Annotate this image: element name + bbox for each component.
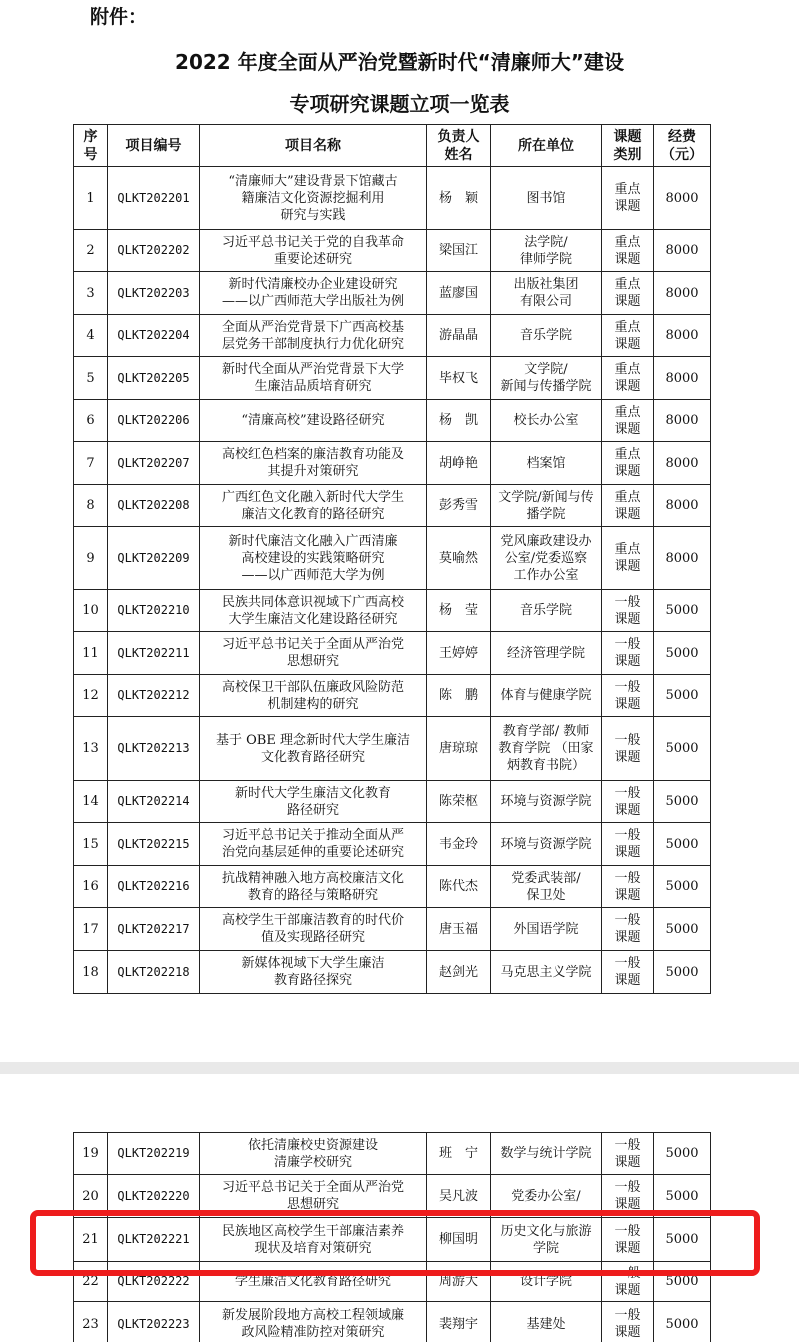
cell-funding: 5000 bbox=[654, 717, 711, 781]
cell-category: 一般 课题 bbox=[602, 1133, 654, 1175]
table-body bbox=[74, 167, 711, 994]
table-row bbox=[74, 717, 711, 781]
cell-project-code: QLKT202215 bbox=[108, 823, 200, 866]
cell-number: 9 bbox=[74, 527, 108, 590]
cell-funding: 5000 bbox=[654, 1302, 711, 1342]
cell-funding: 5000 bbox=[654, 1218, 711, 1262]
cell-category: 重点 课题 bbox=[602, 357, 654, 400]
cell-category: 重点 课题 bbox=[602, 485, 654, 527]
cell-leader: 裴翔宇 bbox=[427, 1302, 491, 1342]
table-row bbox=[74, 781, 711, 823]
cell-unit: 党委办公室/ bbox=[491, 1175, 602, 1218]
cell-category: 重点 课题 bbox=[602, 167, 654, 230]
cell-unit: 历史文化与旅游 学院 bbox=[491, 1218, 602, 1262]
table-row bbox=[74, 527, 711, 590]
cell-leader: 杨 莹 bbox=[427, 590, 491, 632]
cell-project-name: 学生廉洁文化教育路径研究 bbox=[200, 1262, 427, 1302]
cell-project-name: 新时代大学生廉洁文化教育 路径研究 bbox=[200, 781, 427, 823]
cell-project-code: QLKT202213 bbox=[108, 717, 200, 781]
cell-project-code: QLKT202210 bbox=[108, 590, 200, 632]
cell-project-name: “清廉高校”建设路径研究 bbox=[200, 400, 427, 442]
document-title-line-2: 专项研究课题立项一览表 bbox=[289, 92, 510, 116]
cell-category: 一般 课题 bbox=[602, 1262, 654, 1302]
cell-unit: 环境与资源学院 bbox=[491, 823, 602, 866]
cell-project-name: 民族地区高校学生干部廉洁素养 现状及培育对策研究 bbox=[200, 1218, 427, 1262]
cell-leader: 陈荣枢 bbox=[427, 781, 491, 823]
cell-project-name: 新时代清廉校办企业建设研究 ——以广西师范大学出版社为例 bbox=[200, 272, 427, 315]
cell-leader: 蓝廖国 bbox=[427, 272, 491, 315]
col-header-number: 序 号 bbox=[74, 125, 108, 167]
cell-project-name: 习近平总书记关于全面从严治党 思想研究 bbox=[200, 632, 427, 675]
cell-number: 14 bbox=[74, 781, 108, 823]
cell-unit: 党委武装部/ 保卫处 bbox=[491, 866, 602, 908]
cell-category: 一般 课题 bbox=[602, 951, 654, 994]
cell-number: 5 bbox=[74, 357, 108, 400]
cell-number: 3 bbox=[74, 272, 108, 315]
cell-category: 重点 课题 bbox=[602, 315, 654, 357]
cell-number: 12 bbox=[74, 675, 108, 717]
table-row bbox=[74, 1133, 711, 1175]
cell-funding: 8000 bbox=[654, 357, 711, 400]
col-header-name: 项目名称 bbox=[200, 125, 427, 167]
cell-leader: 梁国江 bbox=[427, 230, 491, 272]
cell-project-name: 新媒体视域下大学生廉洁 教育路径探究 bbox=[200, 951, 427, 994]
cell-project-code: QLKT202212 bbox=[108, 675, 200, 717]
cell-leader: 陈 鹏 bbox=[427, 675, 491, 717]
table-row bbox=[74, 866, 711, 908]
cell-project-name: 抗战精神融入地方高校廉洁文化 教育的路径与策略研究 bbox=[200, 866, 427, 908]
cell-number: 7 bbox=[74, 442, 108, 485]
table-row bbox=[74, 400, 711, 442]
table-row bbox=[74, 357, 711, 400]
cell-leader: 周游大 bbox=[427, 1262, 491, 1302]
cell-unit: 文学院/新闻与传 播学院 bbox=[491, 485, 602, 527]
cell-unit: 音乐学院 bbox=[491, 315, 602, 357]
cell-funding: 8000 bbox=[654, 230, 711, 272]
cell-number: 23 bbox=[74, 1302, 108, 1342]
cell-funding: 5000 bbox=[654, 1175, 711, 1218]
cell-project-code: QLKT202204 bbox=[108, 315, 200, 357]
cell-project-code: QLKT202209 bbox=[108, 527, 200, 590]
cell-project-name: 基于 OBE 理念新时代大学生廉洁 文化教育路径研究 bbox=[200, 717, 427, 781]
cell-category: 一般 课题 bbox=[602, 781, 654, 823]
cell-project-code: QLKT202220 bbox=[108, 1175, 200, 1218]
cell-funding: 8000 bbox=[654, 527, 711, 590]
col-header-leader: 负责人 姓名 bbox=[427, 125, 491, 167]
cell-project-code: QLKT202217 bbox=[108, 908, 200, 951]
cell-number: 10 bbox=[74, 590, 108, 632]
table-row bbox=[74, 485, 711, 527]
cell-funding: 8000 bbox=[654, 400, 711, 442]
project-table bbox=[73, 124, 711, 994]
table-row bbox=[74, 590, 711, 632]
cell-unit: 法学院/ 律师学院 bbox=[491, 230, 602, 272]
cell-project-code: QLKT202205 bbox=[108, 357, 200, 400]
cell-number: 8 bbox=[74, 485, 108, 527]
page-gap bbox=[0, 1062, 799, 1074]
cell-funding: 5000 bbox=[654, 675, 711, 717]
attachment-label: 附件： bbox=[90, 6, 148, 28]
cell-project-name: 高校保卫干部队伍廉政风险防范 机制建构的研究 bbox=[200, 675, 427, 717]
table-header-row bbox=[74, 125, 711, 167]
cell-unit: 出版社集团 有限公司 bbox=[491, 272, 602, 315]
cell-funding: 8000 bbox=[654, 167, 711, 230]
cell-unit: 环境与资源学院 bbox=[491, 781, 602, 823]
cell-project-name: 新时代廉洁文化融入广西清廉 高校建设的实践策略研究 ——以广西师范大学为例 bbox=[200, 527, 427, 590]
cell-category: 一般 课题 bbox=[602, 675, 654, 717]
cell-project-name: 依托清廉校史资源建设 清廉学校研究 bbox=[200, 1133, 427, 1175]
cell-project-code: QLKT202207 bbox=[108, 442, 200, 485]
cell-project-name: 广西红色文化融入新时代大学生 廉洁文化教育的路径研究 bbox=[200, 485, 427, 527]
cell-leader: 唐玉福 bbox=[427, 908, 491, 951]
cell-project-code: QLKT202203 bbox=[108, 272, 200, 315]
table-row bbox=[74, 315, 711, 357]
document-title-line-1: 2022 年度全面从严治党暨新时代“清廉师大”建设 bbox=[175, 50, 624, 74]
cell-number: 20 bbox=[74, 1175, 108, 1218]
cell-leader: 莫喻然 bbox=[427, 527, 491, 590]
cell-number: 6 bbox=[74, 400, 108, 442]
cell-category: 一般 课题 bbox=[602, 590, 654, 632]
cell-number: 17 bbox=[74, 908, 108, 951]
cell-project-code: QLKT202216 bbox=[108, 866, 200, 908]
cell-number: 13 bbox=[74, 717, 108, 781]
cell-leader: 班 宁 bbox=[427, 1133, 491, 1175]
cell-leader: 韦金玲 bbox=[427, 823, 491, 866]
cell-category: 重点 课题 bbox=[602, 230, 654, 272]
col-header-category: 课题 类别 bbox=[602, 125, 654, 167]
cell-category: 重点 课题 bbox=[602, 272, 654, 315]
document-page-2 bbox=[0, 1074, 799, 1342]
col-header-unit: 所在单位 bbox=[491, 125, 602, 167]
cell-unit: 音乐学院 bbox=[491, 590, 602, 632]
cell-project-code: QLKT202211 bbox=[108, 632, 200, 675]
cell-number: 18 bbox=[74, 951, 108, 994]
cell-funding: 5000 bbox=[654, 951, 711, 994]
cell-number: 1 bbox=[74, 167, 108, 230]
cell-category: 一般 课题 bbox=[602, 866, 654, 908]
table-row bbox=[74, 230, 711, 272]
table-row bbox=[74, 167, 711, 230]
cell-project-name: 民族共同体意识视域下广西高校 大学生廉洁文化建设路径研究 bbox=[200, 590, 427, 632]
cell-project-name: 全面从严治党背景下广西高校基 层党务干部制度执行力优化研究 bbox=[200, 315, 427, 357]
cell-category: 一般 课题 bbox=[602, 632, 654, 675]
cell-unit: 文学院/ 新闻与传播学院 bbox=[491, 357, 602, 400]
cell-category: 一般 课题 bbox=[602, 1302, 654, 1342]
cell-unit: 图书馆 bbox=[491, 167, 602, 230]
table-row bbox=[74, 675, 711, 717]
cell-unit: 教育学部/ 教师 教育学院 （田家 炳教育书院） bbox=[491, 717, 602, 781]
cell-project-code: QLKT202206 bbox=[108, 400, 200, 442]
cell-unit: 经济管理学院 bbox=[491, 632, 602, 675]
cell-leader: 陈代杰 bbox=[427, 866, 491, 908]
highlight-box bbox=[30, 1210, 760, 1276]
cell-project-name: 高校红色档案的廉洁教育功能及 其提升对策研究 bbox=[200, 442, 427, 485]
table-row bbox=[74, 951, 711, 994]
cell-category: 重点 课题 bbox=[602, 400, 654, 442]
cell-unit: 外国语学院 bbox=[491, 908, 602, 951]
cell-leader: 杨 凯 bbox=[427, 400, 491, 442]
cell-project-code: QLKT202222 bbox=[108, 1262, 200, 1302]
cell-leader: 胡峥艳 bbox=[427, 442, 491, 485]
table-row bbox=[74, 908, 711, 951]
cell-project-name: 高校学生干部廉洁教育的时代价 值及实现路径研究 bbox=[200, 908, 427, 951]
cell-leader: 赵剑光 bbox=[427, 951, 491, 994]
cell-leader: 柳国明 bbox=[427, 1218, 491, 1262]
cell-project-code: QLKT202201 bbox=[108, 167, 200, 230]
cell-funding: 8000 bbox=[654, 272, 711, 315]
cell-project-code: QLKT202218 bbox=[108, 951, 200, 994]
cell-project-code: QLKT202223 bbox=[108, 1302, 200, 1342]
cell-category: 一般 课题 bbox=[602, 908, 654, 951]
table-row bbox=[74, 442, 711, 485]
cell-number: 21 bbox=[74, 1218, 108, 1262]
cell-number: 19 bbox=[74, 1133, 108, 1175]
cell-number: 22 bbox=[74, 1262, 108, 1302]
cell-project-code: QLKT202219 bbox=[108, 1133, 200, 1175]
cell-leader: 毕权飞 bbox=[427, 357, 491, 400]
cell-leader: 彭秀雪 bbox=[427, 485, 491, 527]
cell-category: 一般 课题 bbox=[602, 1175, 654, 1218]
cell-funding: 5000 bbox=[654, 1133, 711, 1175]
cell-project-name: 习近平总书记关于全面从严治党 思想研究 bbox=[200, 1175, 427, 1218]
cell-project-code: QLKT202214 bbox=[108, 781, 200, 823]
cell-number: 11 bbox=[74, 632, 108, 675]
cell-project-name: “清廉师大”建设背景下馆藏古 籍廉洁文化资源挖掘利用 研究与实践 bbox=[200, 167, 427, 230]
cell-project-code: QLKT202202 bbox=[108, 230, 200, 272]
cell-unit: 基建处 bbox=[491, 1302, 602, 1342]
cell-unit: 档案馆 bbox=[491, 442, 602, 485]
cell-unit: 设计学院 bbox=[491, 1262, 602, 1302]
cell-funding: 5000 bbox=[654, 590, 711, 632]
cell-leader: 吴凡波 bbox=[427, 1175, 491, 1218]
col-header-funding: 经费 （元） bbox=[654, 125, 711, 167]
cell-leader: 杨 颖 bbox=[427, 167, 491, 230]
cell-funding: 5000 bbox=[654, 823, 711, 866]
cell-number: 16 bbox=[74, 866, 108, 908]
cell-leader: 唐琼琼 bbox=[427, 717, 491, 781]
cell-number: 4 bbox=[74, 315, 108, 357]
cell-project-code: QLKT202208 bbox=[108, 485, 200, 527]
cell-funding: 5000 bbox=[654, 866, 711, 908]
cell-project-name: 习近平总书记关于推动全面从严 治党向基层延伸的重要论述研究 bbox=[200, 823, 427, 866]
cell-project-name: 习近平总书记关于党的自我革命 重要论述研究 bbox=[200, 230, 427, 272]
cell-project-code: QLKT202221 bbox=[108, 1218, 200, 1262]
cell-number: 15 bbox=[74, 823, 108, 866]
cell-category: 重点 课题 bbox=[602, 527, 654, 590]
col-header-code: 项目编号 bbox=[108, 125, 200, 167]
cell-unit: 数学与统计学院 bbox=[491, 1133, 602, 1175]
cell-funding: 5000 bbox=[654, 1262, 711, 1302]
table-row bbox=[74, 272, 711, 315]
cell-category: 一般 课题 bbox=[602, 1218, 654, 1262]
cell-funding: 5000 bbox=[654, 632, 711, 675]
cell-number: 2 bbox=[74, 230, 108, 272]
cell-unit: 体育与健康学院 bbox=[491, 675, 602, 717]
table-row bbox=[74, 1302, 711, 1342]
cell-funding: 8000 bbox=[654, 315, 711, 357]
cell-category: 一般 课题 bbox=[602, 717, 654, 781]
cell-unit: 校长办公室 bbox=[491, 400, 602, 442]
cell-leader: 王婷婷 bbox=[427, 632, 491, 675]
cell-funding: 8000 bbox=[654, 485, 711, 527]
cell-funding: 8000 bbox=[654, 442, 711, 485]
cell-funding: 5000 bbox=[654, 908, 711, 951]
cell-category: 一般 课题 bbox=[602, 823, 654, 866]
cell-unit: 党风廉政建设办 公室/党委巡察 工作办公室 bbox=[491, 527, 602, 590]
cell-project-name: 新时代全面从严治党背景下大学 生廉洁品质培育研究 bbox=[200, 357, 427, 400]
cell-project-name: 新发展阶段地方高校工程领域廉 政风险精准防控对策研究 bbox=[200, 1302, 427, 1342]
cell-category: 重点 课题 bbox=[602, 442, 654, 485]
table-row bbox=[74, 632, 711, 675]
cell-leader: 游晶晶 bbox=[427, 315, 491, 357]
cell-unit: 马克思主义学院 bbox=[491, 951, 602, 994]
table-row bbox=[74, 823, 711, 866]
cell-funding: 5000 bbox=[654, 781, 711, 823]
